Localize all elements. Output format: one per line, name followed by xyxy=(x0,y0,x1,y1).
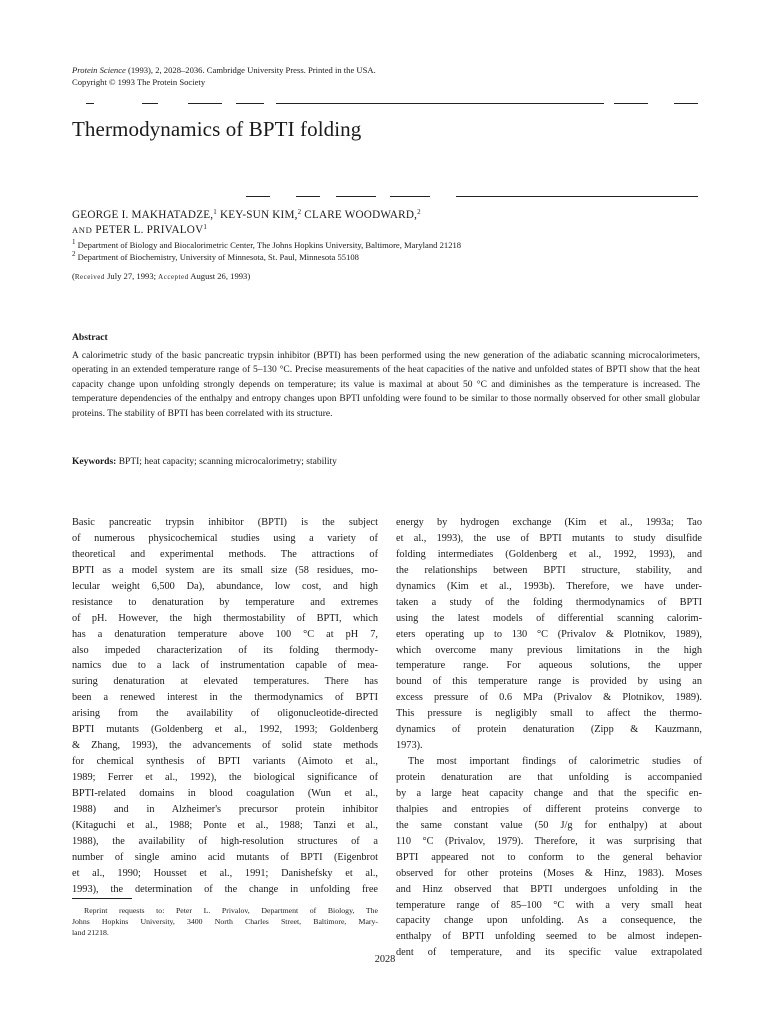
body-line: eters operating up to 130 °C (Privalov & Plotnikov, 1989), xyxy=(396,628,702,640)
body-line: excess pressure of 0.6 MPa (Privalov & Plotnikov, 1989). xyxy=(396,692,702,704)
author-name: CLARE WOODWARD, xyxy=(301,209,418,221)
body-line: of numerous physicochemical studies using a variety of xyxy=(72,532,378,544)
author-name: PETER L. PRIVALOV xyxy=(92,224,204,236)
body-line: This pressure is negligibly small to affect the thermo- xyxy=(396,708,702,720)
body-line: and Hinz observed that BPTI undergoes unfolding in the xyxy=(396,883,702,895)
body-line: Basic pancreatic trypsin inhibitor (BPTI) is the subject xyxy=(72,517,378,528)
title-rule xyxy=(390,196,430,197)
affiliation-marker: 1 xyxy=(213,208,217,216)
affiliation-marker: 2 xyxy=(417,208,421,216)
body-line: thalpies and entropies of different proteins converge to xyxy=(396,803,702,815)
body-line: 110 °C (Privalov, 1979). Therefore, it was surprising that xyxy=(396,835,702,847)
body-line: 1973). xyxy=(396,740,423,752)
journal-citation xyxy=(72,64,712,88)
body-line: lecular weight 6,500 Da), abundance, low cost, and high xyxy=(72,580,378,592)
copyright-line: Copyright © 1993 The Protein Society xyxy=(72,77,206,87)
title-rule xyxy=(296,196,320,197)
body-line: observed for other proteins (Moses & Hinz, 1983). Moses xyxy=(396,867,702,879)
body-line: has a denaturation temperature above 100 °C at pH 7, xyxy=(72,628,378,640)
received-date: July 27, 1993; xyxy=(104,271,159,281)
body-line: by a large heat capacity change and that the specific en- xyxy=(396,787,702,799)
author-list xyxy=(72,208,712,238)
body-line: BPTI-related domains in blood coagulation (Wun et al., xyxy=(72,787,378,799)
abstract-heading: Abstract xyxy=(72,332,108,343)
body-line: dynamics (Kim et al., 1993b). Therefore, we have under- xyxy=(396,580,702,592)
footnote-line: Johns Hopkins University, 3400 North Charles Street, Baltimore, Mary- xyxy=(72,917,378,927)
body-column-right xyxy=(396,515,702,961)
body-line: 1993), the determination of the change in unfolding free xyxy=(72,883,378,895)
keywords xyxy=(72,455,700,469)
received-dates: (Received July 27, 1993; Accepted August 26, 1993) xyxy=(72,271,251,281)
header-rule xyxy=(674,103,698,104)
body-line: The most important findings of calorimetric studies of xyxy=(408,756,702,768)
body-column-left xyxy=(72,515,378,898)
body-line: arising from the availability of oligonucleotide-directed xyxy=(72,708,378,720)
body-line: namics due to a lack of instrumentation capable of mea- xyxy=(72,660,378,672)
body-line: 1988), the availability of high-resolution structures of a xyxy=(72,835,378,847)
body-line: enthalpy of BPTI unfolding seemed to be almost indepen- xyxy=(396,931,702,943)
accepted-label: Accepted xyxy=(158,273,189,281)
body-line: et al., 1993), the use of BPTI mutants to study disulfide xyxy=(396,532,702,544)
body-line: (Kitaguchi et al., 1988; Ponte et al., 1988; Tanzi et al., xyxy=(72,819,378,831)
header-rule xyxy=(276,103,604,104)
body-line: taken a study of the folding thermodynamics of BPTI xyxy=(396,596,702,608)
author-name: GEORGE I. MAKHATADZE, xyxy=(72,209,214,221)
affiliation: $^1$ Department of Biology and Biocalorimetric Center, The Johns Hopkins University, Baltimore, Maryland 21218 xyxy=(72,238,462,250)
footnote-reprint-requests xyxy=(72,905,378,939)
footnote-line: land 21218. xyxy=(72,928,109,938)
footnote-rule xyxy=(72,898,132,899)
body-line: capacity change upon unfolding. As a consequence, the xyxy=(396,915,702,927)
body-line: of pH. However, the high thermostability of BPTI, which xyxy=(72,612,378,624)
body-line: dynamics of protein denaturation (Zipp & Kauzmann, xyxy=(396,724,702,736)
author-conjunction: AND xyxy=(72,225,93,235)
journal-issue: (1993), 2, 2028–2036. Cambridge University Press. Printed in the USA. xyxy=(125,65,376,75)
body-line: also impeded characterization of its folding thermody- xyxy=(72,644,378,656)
title-rule xyxy=(246,196,270,197)
body-line: bound of this temperature range is provided by using an xyxy=(396,676,702,688)
body-line: et al., 1990; Housset et al., 1991; Danishefsky et al., xyxy=(72,867,378,879)
body-line: the relationships between BPTI structure, stability, and xyxy=(396,564,702,576)
affiliation: $^2$ Department of Biochemistry, University of Minnesota, St. Paul, Minnesota 55108 xyxy=(72,250,359,262)
journal-name: Protein Science xyxy=(72,65,126,75)
header-rule xyxy=(236,103,264,104)
page-number: 2028 xyxy=(374,954,396,965)
body-line: using the latest models of differential scanning calorim- xyxy=(396,612,702,624)
body-line: number of single amino acid mutants of BPTI (Eigenbrot xyxy=(72,851,378,863)
affiliation-marker: 2 xyxy=(72,250,76,258)
body-line: folding intermediates (Goldenberg et al., 1992, 1993), and xyxy=(396,548,702,560)
affiliation-marker: 1 xyxy=(203,223,208,231)
body-line: energy by hydrogen exchange (Kim et al., 1993a; Tao xyxy=(396,517,702,528)
affiliation-marker: 1 xyxy=(72,238,76,246)
received-label: Received xyxy=(74,273,105,281)
header-rule xyxy=(188,103,222,104)
title-rule xyxy=(456,196,698,197)
abstract-text: A calorimetric study of the basic pancreatic trypsin inhibitor (BPTI) has been performed using the new generation of the adiabatic scanning microcalorimeters, operating in an extended temperature range of 5–130 °C. Precise measurements of the heat capacities of the native and unfolded states of BPTI show that the heat capacity change upon unfolding strongly depends on temperature; its value is maximal at about 50 °C and diminishes as the temperature is increased. The temperature dependencies of the enthalpy and entropy changes upon BPTI unfolding were found to be similar to those normally observed for other small globular proteins. The stability of BPTI has been correlated with its structure. xyxy=(72,351,700,419)
body-line: & Zhang, 1993), the advancements of solid state methods xyxy=(72,740,378,752)
keywords-list: BPTI; heat capacity; scanning microcalorimetry; stability xyxy=(116,457,337,467)
body-line: which overcome many previous limitations in the high xyxy=(396,644,702,656)
body-line: theoretical and experimental methods. The attractions of xyxy=(72,548,378,560)
affiliation-marker: 2 xyxy=(297,208,302,216)
author-name: KEY-SUN KIM, xyxy=(216,209,298,221)
body-line: the same constant value (50 J/g for enthalpy) at about xyxy=(396,819,702,831)
body-line: resistance to denaturation by temperature and extremes xyxy=(72,596,378,608)
body-line: protein denaturation are that unfolding is accompanied xyxy=(396,772,702,783)
body-line: BPTI as a model system are its small size (58 residues, mo- xyxy=(72,564,378,576)
header-rule xyxy=(614,103,648,104)
body-line: suring denaturation at elevated temperatures. There has xyxy=(72,676,378,688)
body-line: dent of temperature, and its specific value extrapolated xyxy=(396,947,702,959)
body-line: 1989; Ferrer et al., 1992), the biological significance of xyxy=(72,772,378,783)
title-rule xyxy=(336,196,376,197)
keywords-label: Keywords: xyxy=(72,457,117,467)
accepted-date: August 26, 1993) xyxy=(188,271,251,281)
body-line: BPTI mutants (Goldenberg et al., 1992, 1993; Goldenberg xyxy=(72,724,378,736)
header-rule xyxy=(86,103,94,104)
body-line: temperature range. For aqueous solutions, the upper xyxy=(396,660,702,672)
body-line: temperature range of 85–100 °C with a very small heat xyxy=(396,899,702,911)
body-line: been a renewed interest in the thermodynamics of BPTI xyxy=(72,692,378,704)
affiliations xyxy=(72,239,712,263)
body-line: BPTI appeared not to conform to the general behavior xyxy=(396,851,702,863)
footnote-line: Reprint requests to: Peter L. Privalov, Department of Biology, The xyxy=(84,906,378,915)
article-title: Thermodynamics of BPTI folding xyxy=(72,117,362,141)
header-rule xyxy=(142,103,158,104)
body-line: for chemical synthesis of BPTI variants (Aimoto et al., xyxy=(72,756,378,768)
body-line: 1988) and in Alzheimer's precursor protein inhibitor xyxy=(72,803,378,815)
